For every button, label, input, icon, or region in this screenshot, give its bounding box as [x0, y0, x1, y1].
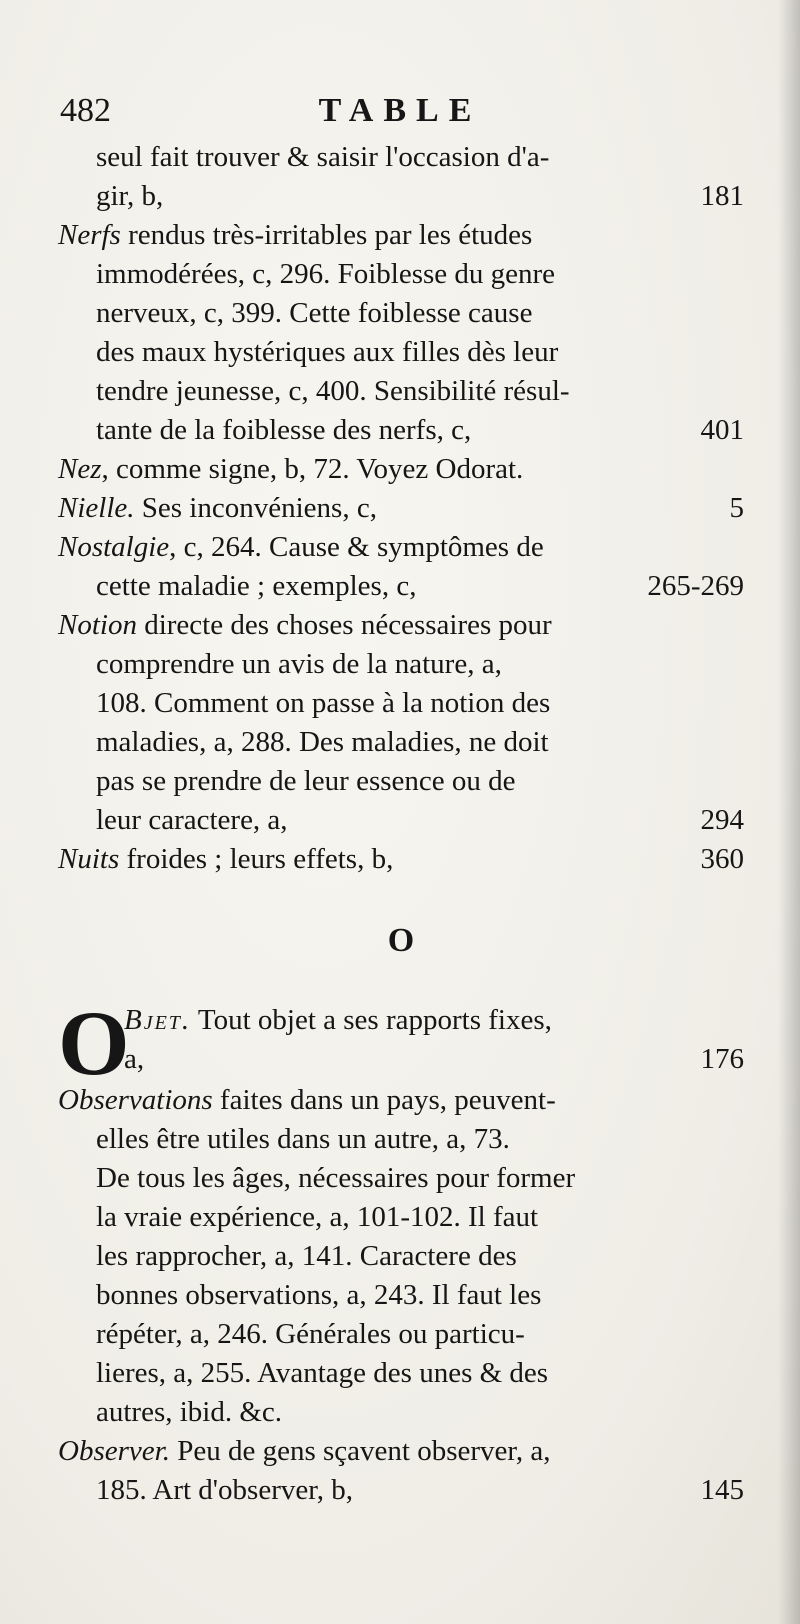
entry-text: lieres, a, 255. Avantage des unes & des	[96, 1357, 549, 1389]
index-entry	[58, 840, 744, 879]
entry-headword: Observations	[58, 1084, 213, 1116]
section-letter-o: O	[387, 922, 415, 959]
page-reference: 360	[700, 843, 744, 875]
entry-line	[58, 1120, 744, 1159]
entry-text: répéter, a, 246. Générales ou particu-	[96, 1318, 525, 1350]
entry-text: 185. Art d'observer, b,	[96, 1474, 353, 1506]
page-edge-shadow	[778, 0, 800, 1624]
entry-line	[58, 801, 744, 840]
page-header	[60, 92, 740, 136]
entry-line	[58, 1198, 744, 1237]
entry-line	[58, 333, 744, 372]
entry-line	[58, 567, 744, 606]
entry-text: De tous les âges, nécessaires pour former	[96, 1162, 576, 1194]
entry-line	[58, 1315, 744, 1354]
entry-text: la vraie expérience, a, 101-102. Il faut	[96, 1201, 539, 1233]
entry-headword: Notion	[58, 609, 137, 641]
entry-line	[58, 1159, 744, 1198]
entry-line	[58, 1040, 744, 1079]
entry-headword: Nerfs	[58, 219, 121, 251]
entry-line	[58, 723, 744, 762]
entry-text: 108. Comment on passe à la notion des	[96, 687, 551, 719]
entry-headword: Nostalgie	[58, 531, 170, 563]
entry-text: seul fait trouver & saisir l'occasion d'a-	[96, 141, 550, 173]
entry-text: tendre jeunesse, c, 400. Sensibilité résul-	[96, 375, 570, 407]
entry-line	[58, 138, 744, 177]
index-entry	[58, 216, 744, 450]
entry-headword: Observer.	[58, 1435, 170, 1467]
entry-line	[58, 411, 744, 450]
entry-line	[58, 1471, 744, 1510]
entry-text: Ses inconvéniens, c,	[134, 492, 377, 524]
entry-text: froides ; leurs effets, b,	[119, 843, 394, 875]
entry-text: nerveux, c, 399. Cette foiblesse cause	[96, 297, 533, 329]
entry-line	[58, 450, 744, 489]
running-title: TABLE	[318, 92, 482, 129]
entry-line	[58, 255, 744, 294]
entry-line	[58, 216, 744, 255]
entry-line	[58, 294, 744, 333]
page-reference: 294	[700, 804, 744, 836]
page-number: 482	[60, 92, 111, 129]
entry-line	[58, 645, 744, 684]
entry-line	[58, 1393, 744, 1432]
entry-text: les rapprocher, a, 141. Caractere des	[96, 1240, 517, 1272]
page-reference: 401	[700, 414, 744, 446]
entry-headword: Nuits	[58, 843, 120, 875]
entry-line	[58, 1237, 744, 1276]
entry-text: directe des choses nécessaires pour	[136, 609, 552, 641]
entry-line	[58, 762, 744, 801]
page-reference: 145	[700, 1474, 744, 1506]
entry-text: rendus très-irritables par les études	[120, 219, 533, 251]
entry-line	[58, 1354, 744, 1393]
entry-text: Tout objet a ses rapports fixes,	[191, 1004, 552, 1036]
entry-line	[58, 489, 744, 528]
entry-text: autres, ibid. &c.	[96, 1396, 283, 1428]
entry-text: tante de la foiblesse des nerfs, c,	[96, 414, 472, 446]
entry-line	[58, 1276, 744, 1315]
drop-cap-letter: O	[58, 992, 130, 1094]
entry-text: comprendre un avis de la nature, a,	[96, 648, 502, 680]
entry-text: elles être utiles dans un autre, a, 73.	[96, 1123, 510, 1155]
index-entry	[58, 138, 744, 216]
entry-text: a,	[124, 1043, 145, 1075]
index-content	[58, 138, 744, 1510]
page-reference: 5	[729, 492, 744, 524]
entry-line	[58, 684, 744, 723]
entry-headword: Nez	[58, 453, 102, 485]
entry-headword: Bjet.	[124, 1004, 192, 1036]
index-entry	[58, 489, 744, 528]
entry-text: Peu de gens sçavent observer, a,	[169, 1435, 551, 1467]
page-reference: 181	[700, 180, 744, 212]
page-reference: 176	[700, 1043, 744, 1075]
entry-text: maladies, a, 288. Des maladies, ne doit	[96, 726, 549, 758]
entry-text: gir, b,	[96, 180, 164, 212]
entry-text: leur caractere, a,	[96, 804, 288, 836]
section-o-entries	[58, 992, 744, 1510]
entry-text: des maux hystériques aux filles dès leur	[96, 336, 559, 368]
index-entry	[58, 1081, 744, 1432]
entry-text: bonnes observations, a, 243. Il faut les	[96, 1279, 542, 1311]
index-entry	[58, 992, 744, 1094]
entry-line	[58, 1432, 744, 1471]
entry-headword: Nielle.	[58, 492, 135, 524]
entry-text: faites dans un pays, peuvent-	[212, 1084, 556, 1116]
entry-text: pas se prendre de leur essence ou de	[96, 765, 516, 797]
entry-line	[58, 528, 744, 567]
entry-text: , c, 264. Cause & symptômes de	[169, 531, 544, 563]
entry-line	[58, 1081, 744, 1120]
entry-line	[58, 372, 744, 411]
entry-text: cette maladie ; exemples, c,	[96, 570, 417, 602]
entry-text: , comme signe, b, 72. Voyez Odorat.	[101, 453, 524, 485]
entry-text: immodérées, c, 296. Foiblesse du genre	[96, 258, 556, 290]
index-entry	[58, 1432, 744, 1510]
entry-line	[58, 177, 744, 216]
section-n-entries	[58, 138, 744, 879]
page-reference: 265-269	[647, 570, 744, 602]
entry-line	[58, 840, 744, 879]
index-entry	[58, 450, 744, 489]
entry-line	[58, 1001, 744, 1040]
entry-line	[58, 606, 744, 645]
index-entry	[58, 606, 744, 840]
index-entry	[58, 528, 744, 606]
